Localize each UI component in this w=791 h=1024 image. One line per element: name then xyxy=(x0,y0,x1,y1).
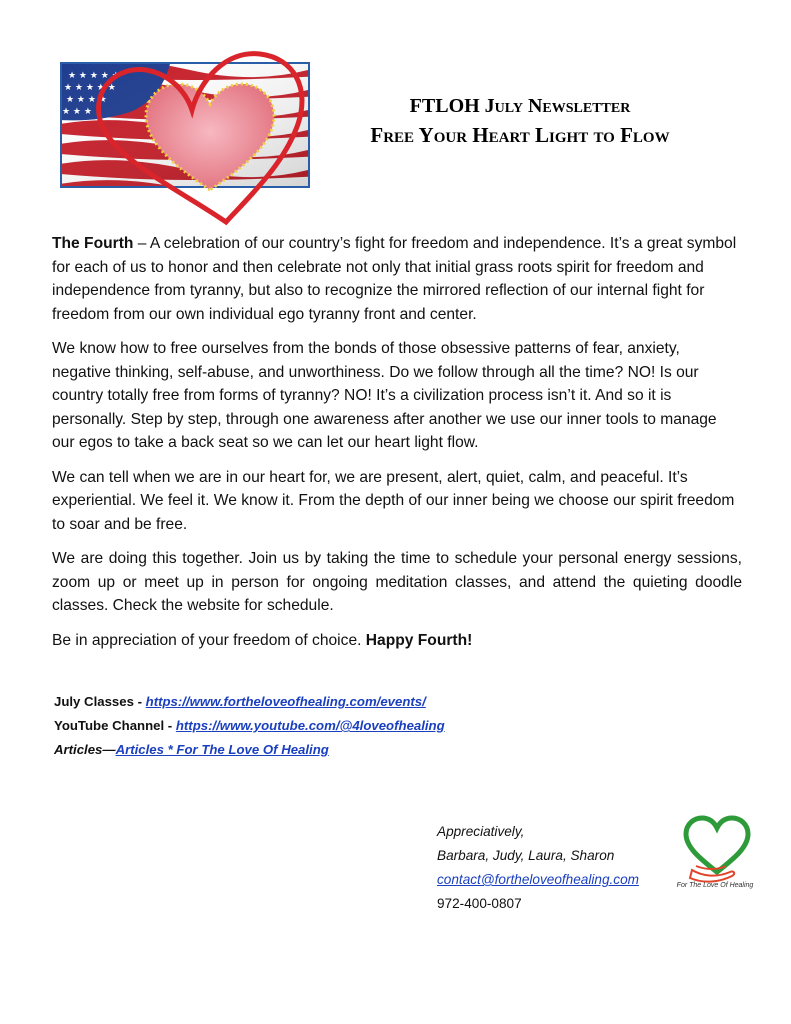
paragraph-closing xyxy=(52,629,742,653)
contact-phone: 972-400-0807 xyxy=(437,896,522,911)
paragraph-freedom: We know how to free ourselves from the bonds of those obsessive patterns of fear, anxiety, negative thinking, self-abuse, and unworthiness. Do we follow through all the time? NO! Is our country totally free from forms of tyranny? NO! It’s a civilization process isn’t it. And so it is personally. Step by step, through one awareness after another we use our inner tools to manage our egos to take a back seat so we can let our heart light flow. xyxy=(52,340,717,451)
links-section xyxy=(54,690,654,762)
contact-email-link[interactable]: contact@fortheloveofhealing.com xyxy=(437,872,639,887)
articles-label: Articles— xyxy=(54,742,116,757)
articles-link[interactable]: Articles * For The Love Of Healing xyxy=(115,742,329,757)
paragraph-heart: We can tell when we are in our heart for, we are present, alert, quiet, calm, and peaceful. It’s experiential. We feel it. We know it. From the depth of our inner being we choose our spirit freedom to soar and be free. xyxy=(52,468,735,533)
link-row-classes xyxy=(54,690,654,714)
signoff-block xyxy=(437,820,697,916)
classes-link[interactable]: https://www.fortheloveofhealing.com/events/ xyxy=(145,694,426,709)
paragraph-text: – A celebration of our country’s fight for freedom and independence. It’s a great symbol for each of us to honor and then celebrate not only that initial grass roots spirit for freedom and independence from tyranny, but also to recognize the mirrored reflection of our internal fight for freedom from our own individual ego tyranny front and center. xyxy=(52,235,737,323)
signoff-names: Barbara, Judy, Laura, Sharon xyxy=(437,848,615,863)
paragraph-lead: The Fourth xyxy=(52,235,134,252)
paragraph-text: Be in appreciation of your freedom of choice. xyxy=(52,631,366,649)
classes-label: July Classes - xyxy=(54,694,146,709)
newsletter-subtitle: Free Your Heart Light to Flow xyxy=(370,123,670,147)
newsletter-title: FTLOH July Newsletter xyxy=(409,95,631,117)
link-row-articles xyxy=(54,738,654,762)
youtube-label: YouTube Channel - xyxy=(54,718,176,733)
happy-fourth: Happy Fourth! xyxy=(365,631,473,649)
link-row-youtube xyxy=(54,714,654,738)
newsletter-title-block xyxy=(330,92,710,150)
logo-caption: For The Love Of Healing xyxy=(676,882,754,889)
newsletter-body xyxy=(52,232,742,663)
signoff-closing: Appreciatively, xyxy=(437,824,525,839)
youtube-link[interactable]: https://www.youtube.com/@4loveofhealing xyxy=(175,718,445,733)
paragraph-the-fourth xyxy=(52,232,742,326)
paragraph-together: We are doing this together. Join us by taking the time to schedule your personal energy sessions, zoom up or meet up in person for ongoing meditation classes, and attend the quieting doodle classes. Check the website for schedule. xyxy=(52,550,742,614)
flag-heart-image xyxy=(60,40,322,226)
